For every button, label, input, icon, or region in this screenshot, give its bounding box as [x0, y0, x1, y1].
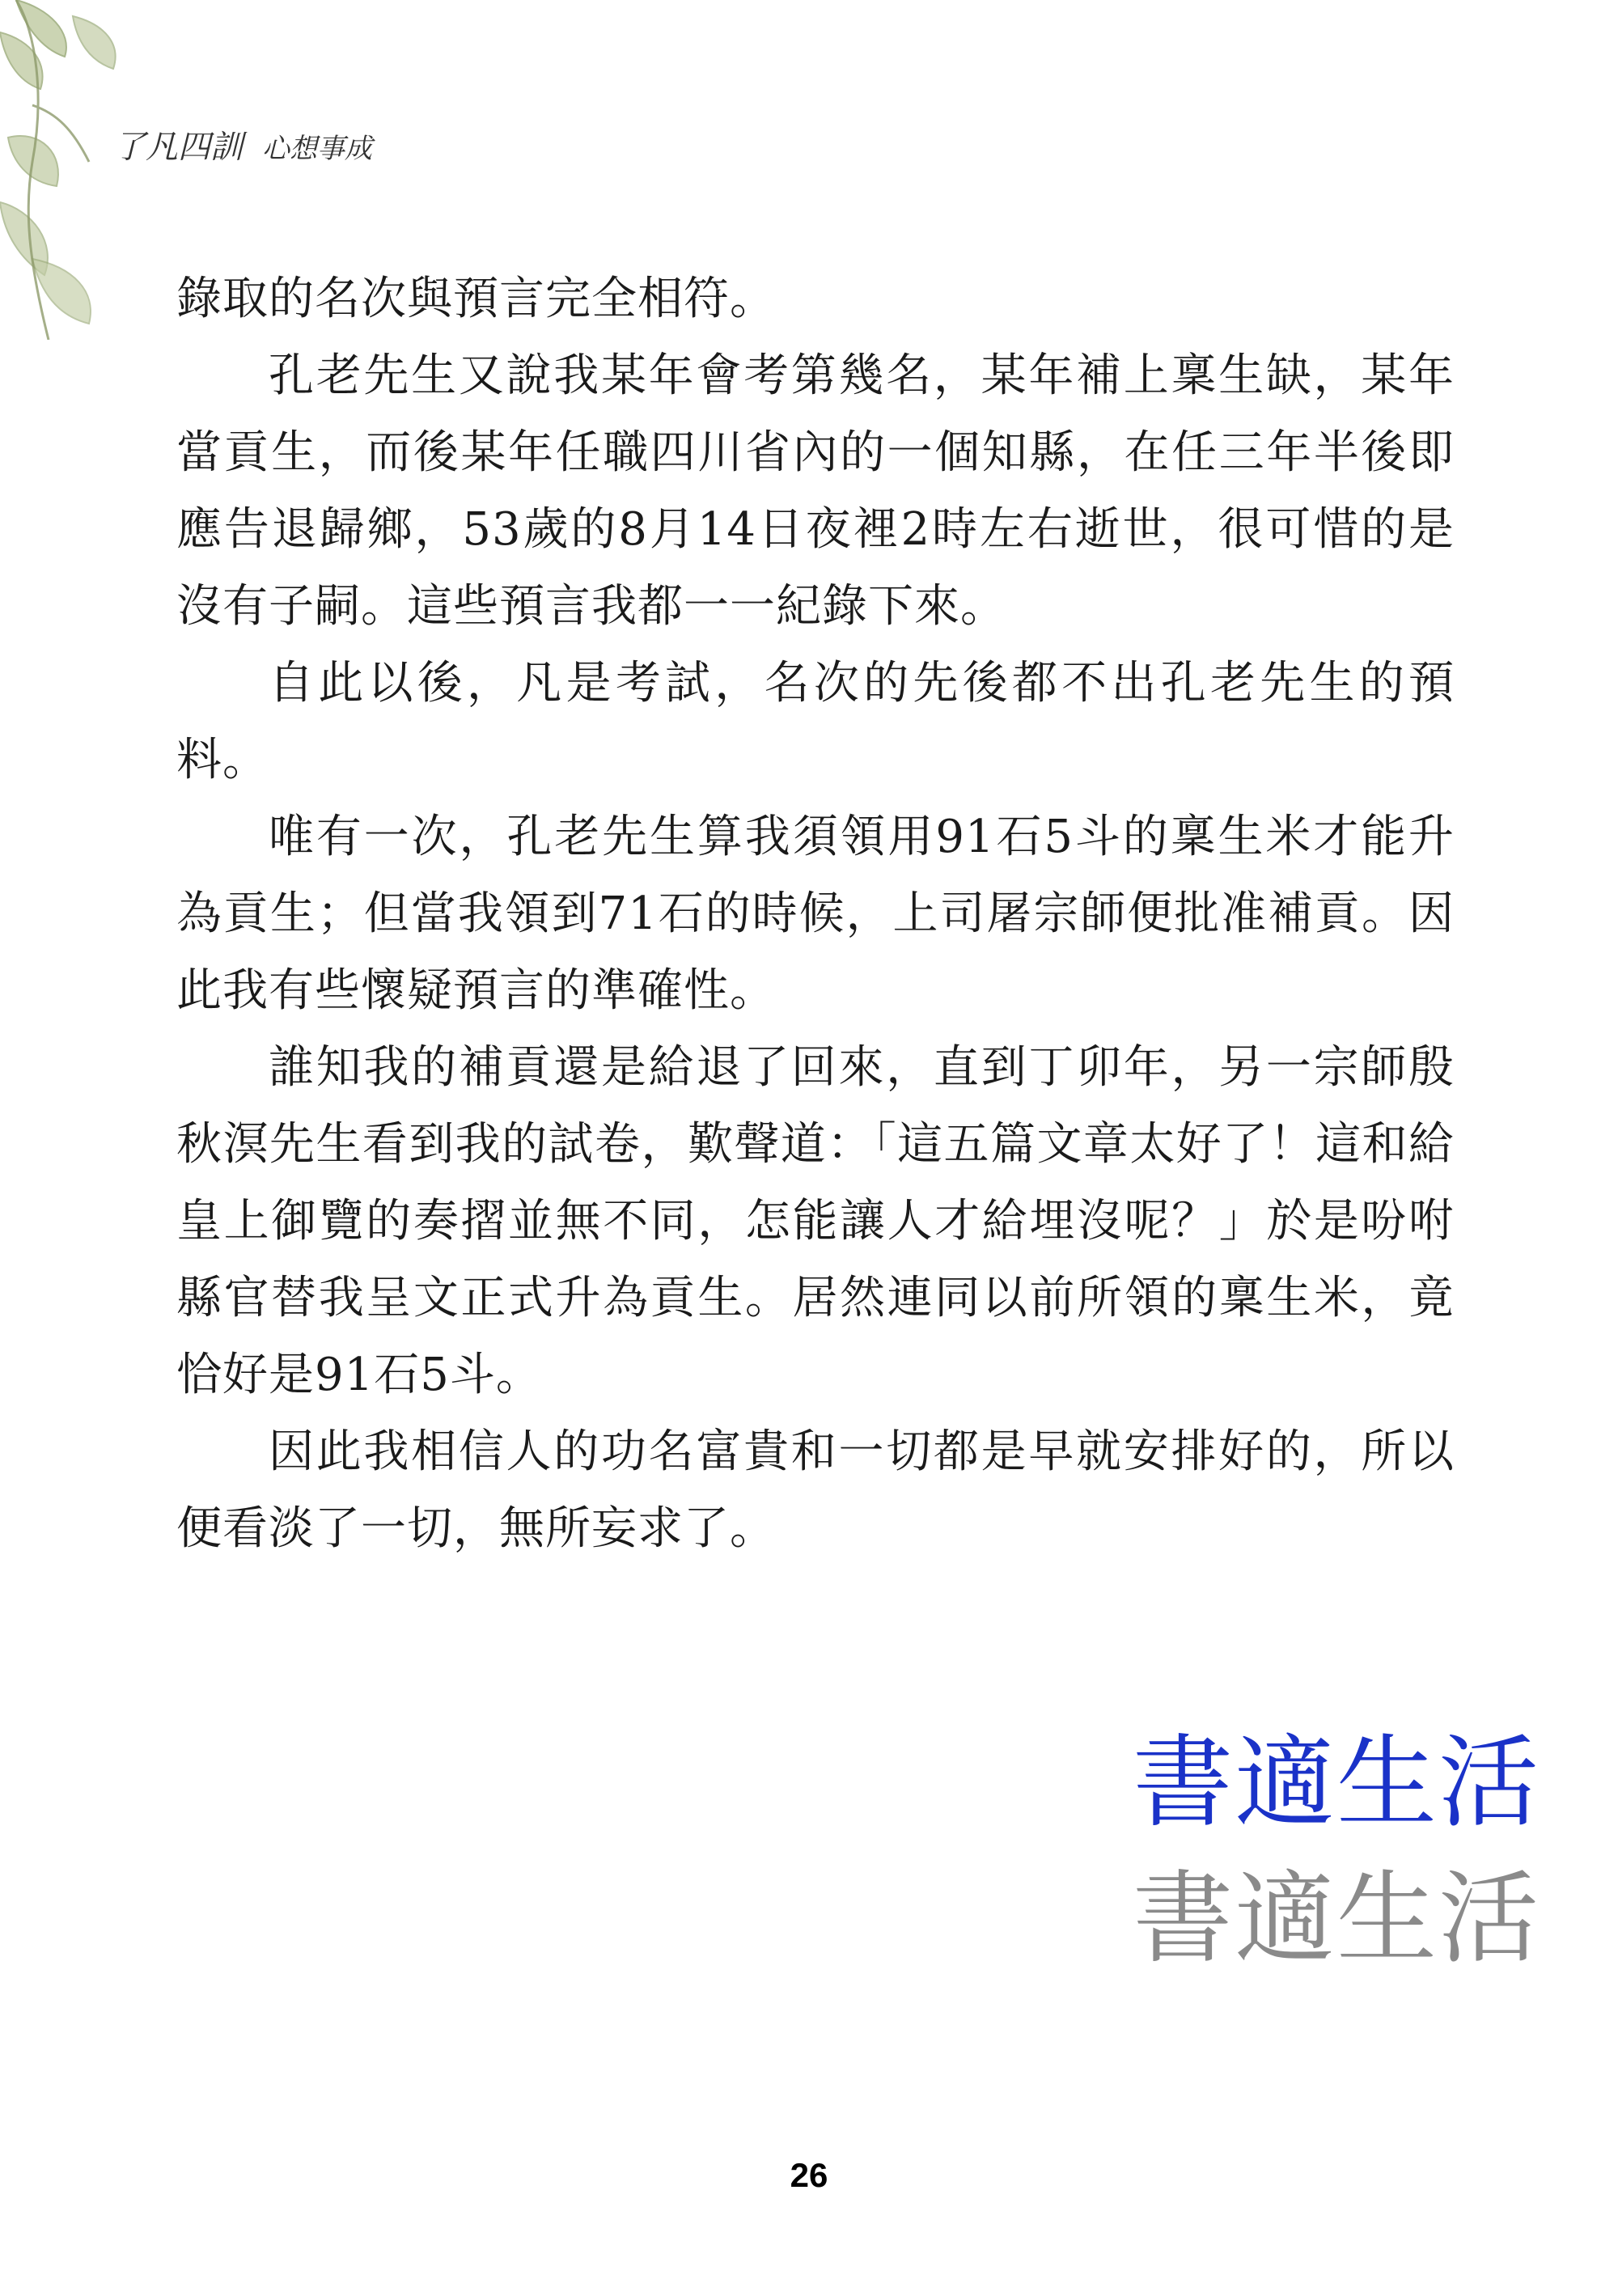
- leaf-decoration-icon: [0, 0, 162, 340]
- paragraph: 唯有一次，孔老先生算我須領用91石5斗的稟生米才能升為貢生；但當我領到71石的時候，上司屠宗師便批准補貢。因此我有些懷疑預言的準確性。: [176, 811, 1455, 1017]
- brand-primary-text: 書適生活: [1132, 1725, 1540, 1841]
- body-text: [176, 261, 1455, 1567]
- page-number: 26: [790, 2156, 828, 2194]
- brand-logo: [1133, 1715, 1540, 1987]
- paragraph: 錄取的名次與預言完全相符。: [176, 273, 776, 325]
- paragraph: 因此我相信人的功名富貴和一切都是早就安排好的，所以便看淡了一切，無所妄求了。: [176, 1425, 1455, 1555]
- book-subtitle: 心想事成: [262, 133, 372, 165]
- running-header: [113, 121, 372, 167]
- paragraph: 孔老先生又說我某年會考第幾名，某年補上稟生缺，某年當貢生，而後某年任職四川省內的一個知縣，在任三年半後即應告退歸鄉，53歲的8月14日夜裡2時左右逝世，很可惜的是沒有子嗣。這些預言我都一一紀錄下來。: [176, 349, 1455, 633]
- brand-secondary-text: 書適生活: [1132, 1861, 1540, 1977]
- paragraph: 自此以後，凡是考試，名次的先後都不出孔老先生的預料。: [176, 657, 1455, 786]
- paragraph: 誰知我的補貢還是給退了回來，直到丁卯年，另一宗師殷秋溟先生看到我的試卷，歎聲道：「這五篇文章太好了！這和給皇上御覽的奏摺並無不同，怎能讓人才給埋沒呢？」於是吩咐縣官替我呈文正式升為貢生。居然連同以前所領的稟生米，竟恰好是91石5斗。: [176, 1041, 1455, 1401]
- book-title: 了凡四訓: [113, 129, 243, 166]
